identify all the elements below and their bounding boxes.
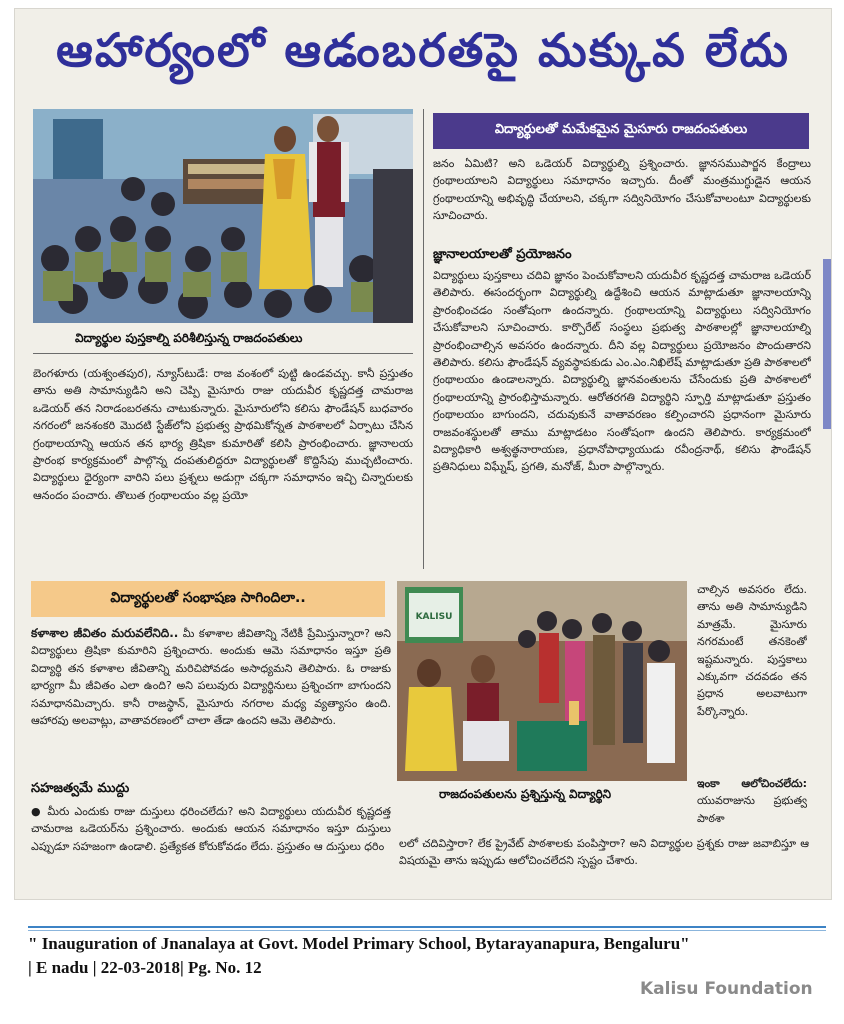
column-divider [423,109,424,569]
narrow-head: ఇంకా ఆలోచించలేదు: [697,777,807,790]
newspaper-clipping [14,8,832,900]
bottom-subhead: విద్యార్థులతో సంభాషణ సాగిందిలా.. [31,581,385,617]
blue-rule-top [28,926,826,928]
footer-line-1: " Inauguration of Jnanalaya at Govt. Model Primary School, Bytarayanapura, Bengaluru" [28,934,690,953]
right-col-text-2: విద్యార్థులు పుస్తకాలు చదివి జ్ఞానం పెంచుకోవాలని యదువీర కృష్ణదత్త చామరాజ ఒడెయర్ తెలిపారు. ఈసందర్భంగా విద్యార్థుల్ని ఉద్దేశించి ఆయన మాట్లాడుతూ జ్ఞానాలయాన్ని ప్రారంభించడం సంతోషంగా ఉందన్నారు. గ్రంథాలయాన్ని విద్యార్థులు సద్వినియోగం చేసుకోవాలని సూచించారు. కార్పొరేట్ సంస్థలు ప్రభుత్వ పాఠశాలల్లో జ్ఞానాలయాల్ని ప్రారంభించాల్సిన అవసరం ఉందన్నారు. దీని వల్ల విద్యార్థులు ప్రయోజనం పొందుతారని తెలిపారు. కలిసు ఫౌండేషన్ వ్యవస్థాపకుడు ఎం.ఎం.నిఖిలేష్ మాట్లాడుతూ ప్రతి పాఠశాలలో గ్రంథాలయం ఉండాలన్నారు. విద్యార్థుల్ని జ్ఞానవంతులను చేసేందుకు ప్రతి పాఠశాలలో గ్రంథాలయాన్ని ప్రారంభిస్తామన్నారు. ఆరోతరగతి విద్యార్థిని స్ఫూర్తి మాట్లాడుతూ ప్రస్తుతం గ్రంథాలయం బాగుందని, చదువుకునే వాతావరణం కల్పించారని ప్రధానంగా మైసూరు రాజవంశస్థులతో తాము మాట్లాడటం సంతోషంగా ఉందని తెలిపారు. కార్యక్రమంలో విద్యాధికారి అశ్వత్థనారాయణ, ప్రధానోపాధ్యాయుడు రవీంద్రనాథ్, కలిసు ఫౌండేషన్ ప్రతినిధులు విఘ్నేష్, ప్రగతి, మనోజ్, మీరా పాల్గొన్నారు. [433,269,811,474]
photo1-caption: విద్యార్థుల పుస్తకాల్ని పరిశీలిస్తున్న రాజదంపతులు [75,331,303,345]
bottom-left-text-1 [31,625,391,773]
brand-watermark: Kalisu Foundation [640,979,813,999]
top-subhead: విద్యార్థులతో మమేకమైన మైసూరు రాజదంపతులు [433,113,809,149]
footer-line-2: | E nadu | 22-03-2018| Pg. No. 12 [28,958,262,977]
photo2-caption: రాజదంపతులను ప్రశ్నిస్తున్న విద్యార్థిని [439,787,612,801]
headline: ఆహార్యంలో ఆడంబరతపై మక్కువ లేదు [56,23,790,77]
bottom-lead-head: కళాశాల జీవితం మరువలేనిది.. [31,626,179,640]
left-article-text: బెంగళూరు (యశ్వంతపుర), న్యూస్‌టుడే: రాజ వంశంలో పుట్టి ఉండవచ్చు. కానీ ప్రస్తుతం తాను అతి సామాన్యుడిని అని చెప్పి మైసూరు రాజు యదువీర కృష్ణదత్త చామరాజ ఒడెయర్ తన నిరాడంబరతను చాటుకున్నారు. మైసూరులోని కలిసు ఫౌండేషన్ బుధవారం నగరంలో జనశంకరి మొదటి స్టేజ్‌లోని ప్రభుత్వ ప్రాథమికోన్నత పాఠశాలలో ఏర్పాటు చేసిన గ్రంథాలయాన్ని ఆయన తన భార్య త్రిషికా కుమారితో కలిసి ప్రారంభించారు. జ్ఞానాలయ ప్రారంభ కార్యక్రమంలో పాల్గొన్న దంపతులిద్దరూ విద్యార్థులతో కొద్దిసేపు ముచ్చటించారు. విద్యార్థులు ధైర్యంగా వారిని పలు ప్రశ్నలు అడుగ్గా చక్కగా సమాధానం ఇచ్చి చిన్నారులకు ఆనందం పంచారు. తొలుత గ్రంథాలయం వల్ల ప్రయో [33,367,413,502]
photo2-banner-text: KALISU [415,612,453,622]
bottom-left-text-2: ● మీరు ఎందుకు రాజు దుస్తులు ధరించలేదు? అని విద్యార్థులు యదువీర కృష్ణదత్త చామరాజ ఒడెయర్‌ను ప్రశ్నించారు. అందుకు ఆయన సమాధానం ఇస్తూ దుస్తులు ఎప్పుడూ సహజంగా ఉండాలి. ప్రత్యేకత కోరుకోవడం లేదు. ప్రస్తుతం ఆ దుస్తులు ధరిం [31,805,391,853]
narrow-col-text: చాల్సిన అవసరం లేదు. తాను అతి సామాన్యుడిని మాత్రమే. మైసూరు నగరమంటే తనకెంతో ఇష్టమన్నారు. పుస్తకాలు ఎక్కువగా చదవడం తన ప్రధాన అలవాటుగా పేర్కొన్నారు. [697,583,807,718]
narrow-head-text: యువరాజును ప్రభుత్వ పాఠశా [697,794,807,825]
bottom-subhead-2: సహజత్వమే ముద్దు [31,781,130,796]
photo-royal-couple-with-students [33,109,413,323]
caption-rule [33,353,413,354]
photo-student-questioning-couple [397,581,687,781]
page-edge-strip [823,259,832,429]
right-subhead-benefit: జ్ఞానాలయాలతో ప్రయోజనం [433,247,572,262]
blue-rule-top-2 [28,930,826,931]
bottom-right-text: లలో చదివిస్తారా? లేక ప్రైవేట్ పాఠశాలకు పంపిస్తారా? అని విద్యార్థుల ప్రశ్నకు రాజు జవాబిస్తూ ఆ విషయమై తాను ఇప్పుడు ఆలోచించలేదని స్పష్టం చేశారు. [399,837,809,868]
footer-citation [28,932,828,980]
bottom-text-1: మీ కళాశాల జీవితాన్ని నేటికీ ప్రేమిస్తున్నారా? అని విద్యార్థులు త్రిషికా కుమారిని ప్రశ్నించారు. అందుకు ఆమె సమాధానం ఇస్తూ ప్రతి విద్యార్థి తన కళాశాల జీవితాన్ని మరిచిపోవడం అసాధ్యమని తెలిపారు. ఓ రాజుకు భార్యగా మీ జీవితం ఎలా ఉంది? అని పలువురు విద్యార్థినులు ప్రశ్నించగా బాగుందని సమాధానమిచ్చారు. కానీ రాజస్థాన్, మైసూరు నగరాల మధ్య వ్యత్యాసం ఉంది. ఆహారపు అలవాట్లు, వాతావరణంలో చాలా తేడా ఉందని ఆమె తెలిపారు. [31,627,391,728]
right-col-text-1: జనం ఏమిటి? అని ఒడెయర్ విద్యార్థుల్ని ప్రశ్నించారు. జ్ఞానసముపార్జన కేంద్రాలు గ్రంథాలయాలని విద్యార్థులు సమాధానం ఇచ్చారు. దీంతో మంత్రముగ్ధుడైన ఆయన గ్రంథాలయాన్ని అభివృద్ధి చేయాలని, చక్కగా సద్వినియోగం చేసుకోవాలంటూ విద్యార్థులకు సూచించారు. [433,157,811,223]
